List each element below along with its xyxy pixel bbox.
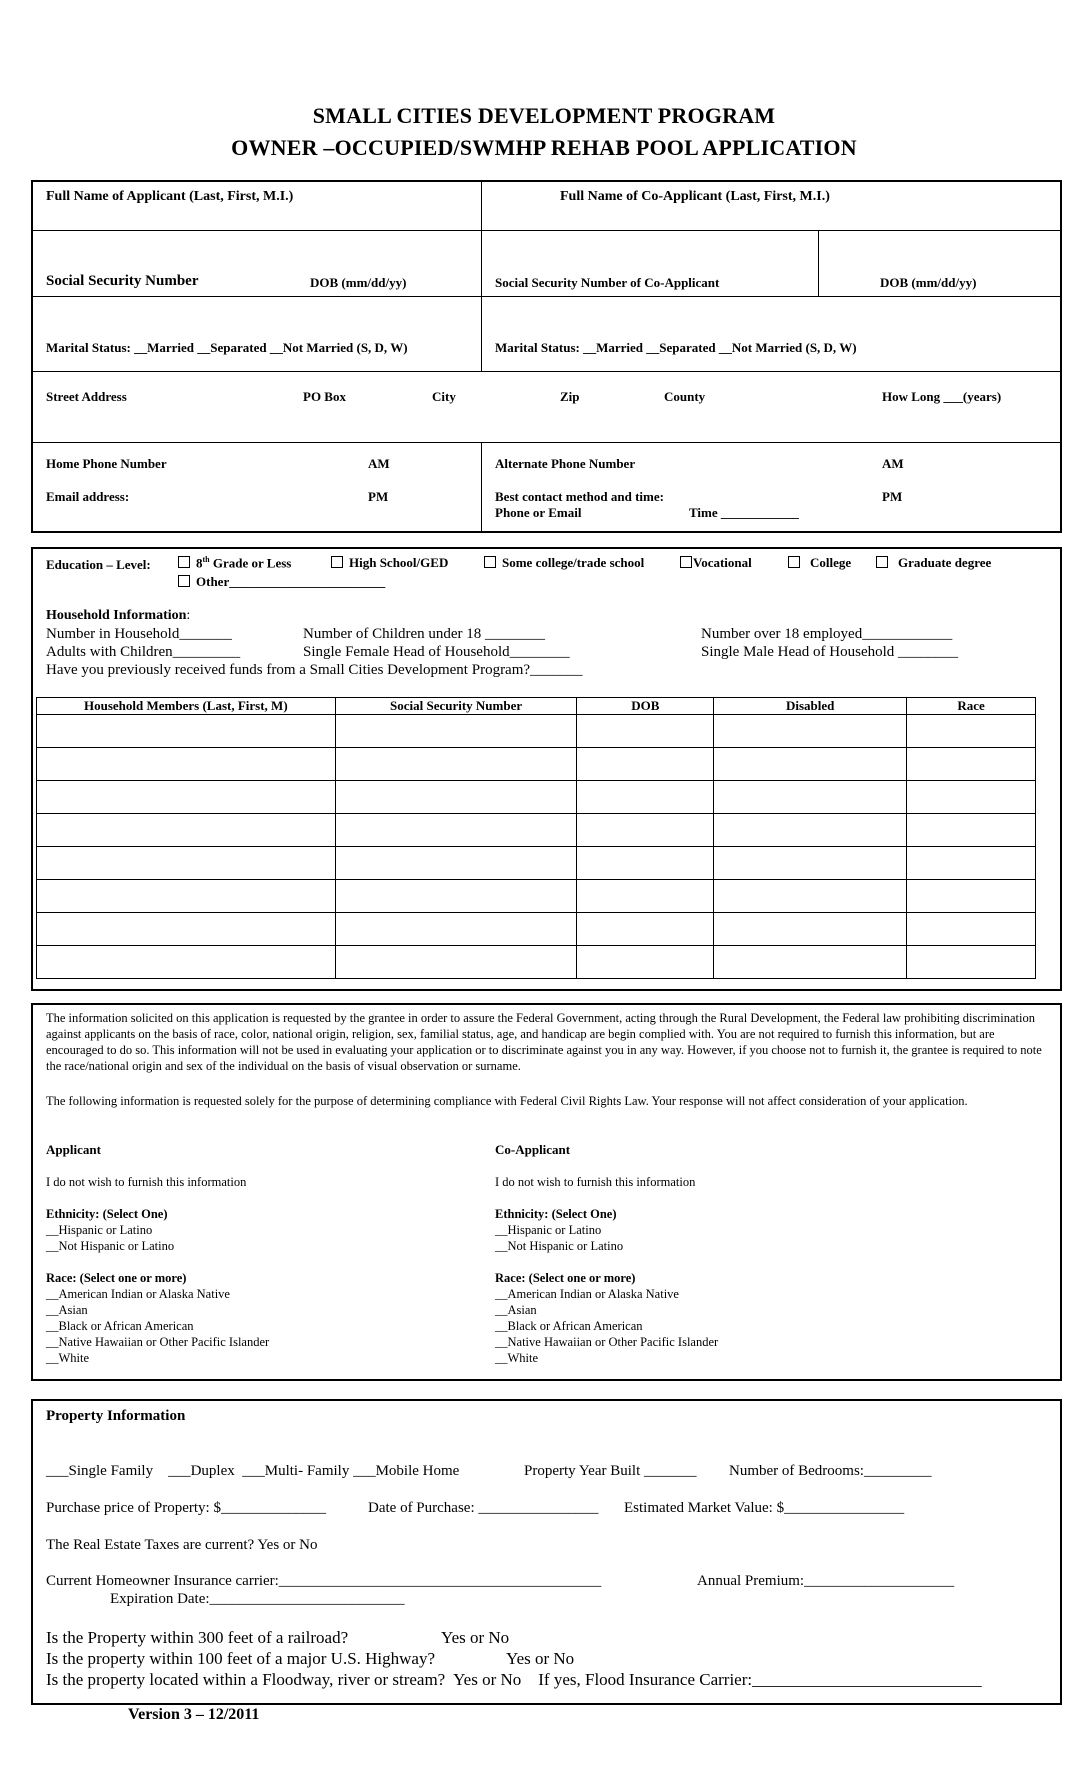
phone-or-email-field[interactable]: Phone or Email bbox=[495, 505, 582, 520]
alt-phone-am: AM bbox=[882, 456, 904, 471]
table-cell[interactable] bbox=[37, 946, 336, 979]
table-cell[interactable] bbox=[335, 847, 577, 880]
divider bbox=[481, 443, 482, 532]
education-label: Education – Level: bbox=[46, 557, 151, 572]
table-cell[interactable] bbox=[335, 715, 577, 748]
single-female-head-field[interactable]: Single Female Head of Household________ bbox=[303, 644, 570, 660]
ethnicity-heading: Ethnicity: (Select One) bbox=[495, 1207, 617, 1221]
ethnicity-option[interactable]: __Hispanic or Latino bbox=[46, 1223, 153, 1237]
ethnicity-option[interactable]: __Not Hispanic or Latino bbox=[46, 1239, 175, 1253]
column-header: Disabled bbox=[714, 698, 907, 715]
table-cell[interactable] bbox=[37, 814, 336, 847]
divider bbox=[818, 231, 819, 296]
table-cell[interactable] bbox=[714, 814, 907, 847]
table-cell[interactable] bbox=[907, 946, 1036, 979]
table-cell[interactable] bbox=[335, 781, 577, 814]
education-option-vocational[interactable] bbox=[680, 555, 752, 571]
race-option[interactable]: __White bbox=[495, 1351, 539, 1365]
table-cell[interactable] bbox=[907, 715, 1036, 748]
table-cell[interactable] bbox=[714, 748, 907, 781]
table-row bbox=[37, 814, 1036, 847]
ssn-field[interactable]: Social Security Number bbox=[46, 273, 199, 289]
insurance-carrier-field[interactable]: Current Homeowner Insurance carrier:___________________________________________ bbox=[46, 1573, 602, 1589]
children-under-18-field[interactable]: Number of Children under 18 ________ bbox=[303, 626, 546, 642]
column-header: DOB bbox=[577, 698, 714, 715]
table-cell[interactable] bbox=[37, 781, 336, 814]
education-option-label: College bbox=[810, 555, 852, 570]
table-cell[interactable] bbox=[37, 715, 336, 748]
household-members-table bbox=[36, 697, 1036, 979]
column-header: Race bbox=[907, 698, 1036, 715]
table-cell[interactable] bbox=[37, 913, 336, 946]
table-cell[interactable] bbox=[577, 880, 714, 913]
single-male-head-field[interactable]: Single Male Head of Household ________ bbox=[701, 644, 959, 660]
dob-field[interactable]: DOB (mm/dd/yy) bbox=[310, 275, 407, 290]
previous-funds-field[interactable]: Have you previously received funds from a Small Cities Development Program?_______ bbox=[46, 662, 583, 678]
alt-phone-field[interactable]: Alternate Phone Number bbox=[495, 456, 636, 471]
street-address-field[interactable]: Street Address bbox=[46, 389, 127, 404]
year-built-field[interactable]: Property Year Built _______ bbox=[524, 1463, 697, 1479]
bedrooms-field[interactable]: Number of Bedrooms:_________ bbox=[729, 1463, 932, 1479]
property-heading: Property Information bbox=[46, 1408, 186, 1424]
home-phone-pm: PM bbox=[368, 489, 389, 504]
checkbox-icon[interactable] bbox=[178, 575, 190, 587]
table-header-row bbox=[37, 698, 1036, 715]
property-type-field[interactable]: ___Single Family ___Duplex ___Multi- Family ___Mobile Home bbox=[46, 1463, 460, 1479]
coapplicant-dob-field[interactable]: DOB (mm/dd/yy) bbox=[880, 275, 977, 290]
railroad-question: Is the Property within 300 feet of a railroad? bbox=[46, 1628, 349, 1647]
highway-answer[interactable]: Yes or No bbox=[506, 1649, 575, 1668]
education-option-label: High School/GED bbox=[349, 555, 449, 570]
table-cell[interactable] bbox=[335, 880, 577, 913]
table-cell[interactable] bbox=[335, 748, 577, 781]
applicant-name-field[interactable]: Full Name of Applicant (Last, First, M.I.) bbox=[46, 189, 294, 204]
table-cell[interactable] bbox=[714, 847, 907, 880]
table-row bbox=[37, 715, 1036, 748]
table-cell[interactable] bbox=[577, 715, 714, 748]
table-cell[interactable] bbox=[907, 781, 1036, 814]
table-row bbox=[37, 781, 1036, 814]
version-label: Version 3 – 12/2011 bbox=[128, 1706, 260, 1723]
coapplicant-name-field[interactable]: Full Name of Co-Applicant (Last, First, M.I.) bbox=[560, 189, 830, 204]
table-cell[interactable] bbox=[37, 748, 336, 781]
education-option-somecollege[interactable] bbox=[484, 555, 644, 571]
table-cell[interactable] bbox=[714, 781, 907, 814]
race-heading: Race: (Select one or more) bbox=[495, 1271, 636, 1285]
education-option-label: Graduate degree bbox=[898, 555, 992, 570]
divider bbox=[32, 296, 1061, 297]
applicant-heading: Applicant bbox=[46, 1142, 101, 1157]
column-header: Household Members (Last, First, M) bbox=[37, 698, 336, 715]
race-option[interactable]: __American Indian or Alaska Native bbox=[495, 1287, 679, 1301]
table-cell[interactable] bbox=[907, 913, 1036, 946]
floodway-question[interactable]: Is the property located within a Floodway, river or stream? Yes or No If yes, Flood Insurance Carrier:___________________________ bbox=[46, 1670, 982, 1689]
civil-rights-paragraph-1: The information solicited on this application is requested by the grantee in order to assure the Federal Government, acting through the Rural Development, the Federal law prohibiting discrimination against applicants on the basis of race, color, national origin, religion, sex, familial status, age, and handicap are begin complied with. You are not required to furnish this information, but are encouraged to do so. This information will not be used in evaluating your application or to discriminate against you in any way. However, if you choose not to furnish it, the grantee is required to note the race/national origin and sex of the individual on the basis of visual observation or surname. bbox=[46, 1011, 1042, 1073]
table-cell[interactable] bbox=[577, 946, 714, 979]
education-option-sup: th bbox=[202, 555, 210, 564]
table-cell[interactable] bbox=[577, 847, 714, 880]
number-in-household-field[interactable]: Number in Household_______ bbox=[46, 626, 232, 642]
table-cell[interactable] bbox=[37, 880, 336, 913]
table-cell[interactable] bbox=[714, 946, 907, 979]
table-cell[interactable] bbox=[577, 781, 714, 814]
table-row bbox=[37, 880, 1036, 913]
home-phone-am: AM bbox=[368, 456, 390, 471]
column-header: Social Security Number bbox=[335, 698, 577, 715]
zip-field[interactable]: Zip bbox=[560, 389, 580, 404]
highway-question: Is the property within 100 feet of a major U.S. Highway? bbox=[46, 1649, 436, 1668]
table-cell[interactable] bbox=[335, 913, 577, 946]
home-phone-field[interactable]: Home Phone Number bbox=[46, 456, 167, 471]
household-heading-text: Household Information bbox=[46, 608, 187, 623]
table-cell[interactable] bbox=[907, 814, 1036, 847]
divider bbox=[32, 371, 1061, 372]
over-18-employed-field[interactable]: Number over 18 employed____________ bbox=[701, 626, 953, 642]
no-furnish-option[interactable]: I do not wish to furnish this information bbox=[495, 1175, 696, 1189]
education-option-highschool[interactable] bbox=[331, 555, 448, 571]
best-contact-label: Best contact method and time: bbox=[495, 489, 664, 504]
race-option[interactable]: __Native Hawaiian or Other Pacific Islander bbox=[46, 1335, 270, 1349]
email-field[interactable]: Email address: bbox=[46, 489, 130, 504]
table-cell[interactable] bbox=[335, 946, 577, 979]
table-cell[interactable] bbox=[907, 748, 1036, 781]
divider bbox=[32, 442, 1061, 443]
race-option[interactable]: __Black or African American bbox=[495, 1319, 643, 1333]
education-option-label: Vocational bbox=[693, 555, 752, 570]
education-option-label: Some college/trade school bbox=[502, 555, 645, 570]
table-cell[interactable] bbox=[577, 814, 714, 847]
race-option[interactable]: __Black or African American bbox=[46, 1319, 194, 1333]
education-option-8th[interactable] bbox=[178, 555, 291, 571]
household-heading bbox=[46, 608, 190, 624]
no-furnish-option[interactable]: I do not wish to furnish this information bbox=[46, 1175, 247, 1189]
how-long-field[interactable]: How Long ___(years) bbox=[882, 389, 1002, 404]
table-cell[interactable] bbox=[577, 748, 714, 781]
table-cell[interactable] bbox=[577, 913, 714, 946]
county-field[interactable]: County bbox=[664, 389, 706, 404]
market-value-field[interactable]: Estimated Market Value: $________________ bbox=[624, 1500, 905, 1516]
table-row bbox=[37, 946, 1036, 979]
marital-status-field[interactable]: Marital Status: __Married __Separated __Not Married (S, D, W) bbox=[46, 340, 408, 355]
race-option[interactable]: __Asian bbox=[46, 1303, 88, 1317]
household-heading-colon: : bbox=[186, 608, 191, 623]
table-cell[interactable] bbox=[714, 913, 907, 946]
checkbox-icon[interactable] bbox=[331, 556, 343, 568]
education-option-label: 8 bbox=[196, 555, 203, 571]
expiration-date-field[interactable]: Expiration Date:__________________________ bbox=[110, 1591, 405, 1607]
coapplicant-demographics bbox=[495, 1142, 925, 1366]
checkbox-icon[interactable] bbox=[680, 556, 692, 568]
form-title-line2: OWNER –OCCUPIED/SWMHP REHAB POOL APPLICATION bbox=[231, 135, 857, 160]
education-option-graduate[interactable] bbox=[876, 555, 991, 571]
checkbox-icon[interactable] bbox=[876, 556, 888, 568]
ethnicity-option[interactable]: __Hispanic or Latino bbox=[495, 1223, 602, 1237]
table-cell[interactable] bbox=[907, 847, 1036, 880]
annual-premium-field[interactable]: Annual Premium:____________________ bbox=[697, 1573, 955, 1589]
civil-rights-paragraph-2: The following information is requested solely for the purpose of determining compliance with Federal Civil Rights Law. Your response will not affect consideration of your application. bbox=[46, 1094, 968, 1108]
divider bbox=[32, 230, 1061, 231]
form-title-line1: SMALL CITIES DEVELOPMENT PROGRAM bbox=[312, 103, 776, 128]
po-box-field[interactable]: PO Box bbox=[303, 389, 346, 404]
table-row bbox=[37, 847, 1036, 880]
race-heading: Race: (Select one or more) bbox=[46, 1271, 187, 1285]
race-option[interactable]: __American Indian or Alaska Native bbox=[46, 1287, 230, 1301]
table-cell[interactable] bbox=[714, 715, 907, 748]
coapplicant-heading: Co-Applicant bbox=[495, 1142, 571, 1157]
table-row bbox=[37, 913, 1036, 946]
railroad-answer[interactable]: Yes or No bbox=[441, 1628, 510, 1647]
race-option[interactable]: __Asian bbox=[495, 1303, 537, 1317]
purchase-price-field[interactable]: Purchase price of Property: $______________ bbox=[46, 1500, 326, 1516]
contact-time-field[interactable]: Time ____________ bbox=[689, 505, 799, 520]
checkbox-icon[interactable] bbox=[178, 556, 190, 568]
applicant-demographics bbox=[46, 1142, 476, 1366]
coapplicant-ssn-field[interactable]: Social Security Number of Co-Applicant bbox=[495, 275, 720, 290]
table-cell[interactable] bbox=[335, 814, 577, 847]
ethnicity-heading: Ethnicity: (Select One) bbox=[46, 1207, 168, 1221]
coapplicant-marital-status-field[interactable]: Marital Status: __Married __Separated __Not Married (S, D, W) bbox=[495, 340, 857, 355]
adults-with-children-field[interactable]: Adults with Children_________ bbox=[46, 644, 241, 660]
race-option[interactable]: __Native Hawaiian or Other Pacific Islander bbox=[495, 1335, 719, 1349]
education-option-college[interactable] bbox=[788, 555, 851, 571]
city-field[interactable]: City bbox=[432, 389, 456, 404]
education-option-other[interactable] bbox=[178, 574, 385, 590]
ethnicity-option[interactable]: __Not Hispanic or Latino bbox=[495, 1239, 624, 1253]
table-cell[interactable] bbox=[714, 880, 907, 913]
table-cell[interactable] bbox=[37, 847, 336, 880]
education-other-label: Other________________________ bbox=[196, 574, 386, 589]
checkbox-icon[interactable] bbox=[788, 556, 800, 568]
alt-phone-pm: PM bbox=[882, 489, 903, 504]
race-option[interactable]: __White bbox=[46, 1351, 90, 1365]
taxes-current-field[interactable]: The Real Estate Taxes are current? Yes or No bbox=[46, 1537, 318, 1553]
table-cell[interactable] bbox=[907, 880, 1036, 913]
date-of-purchase-field[interactable]: Date of Purchase: ________________ bbox=[368, 1500, 599, 1516]
divider bbox=[481, 181, 482, 371]
education-option-label: Grade or Less bbox=[209, 555, 292, 571]
applicant-info-box bbox=[31, 180, 1062, 533]
checkbox-icon[interactable] bbox=[484, 556, 496, 568]
table-row bbox=[37, 748, 1036, 781]
